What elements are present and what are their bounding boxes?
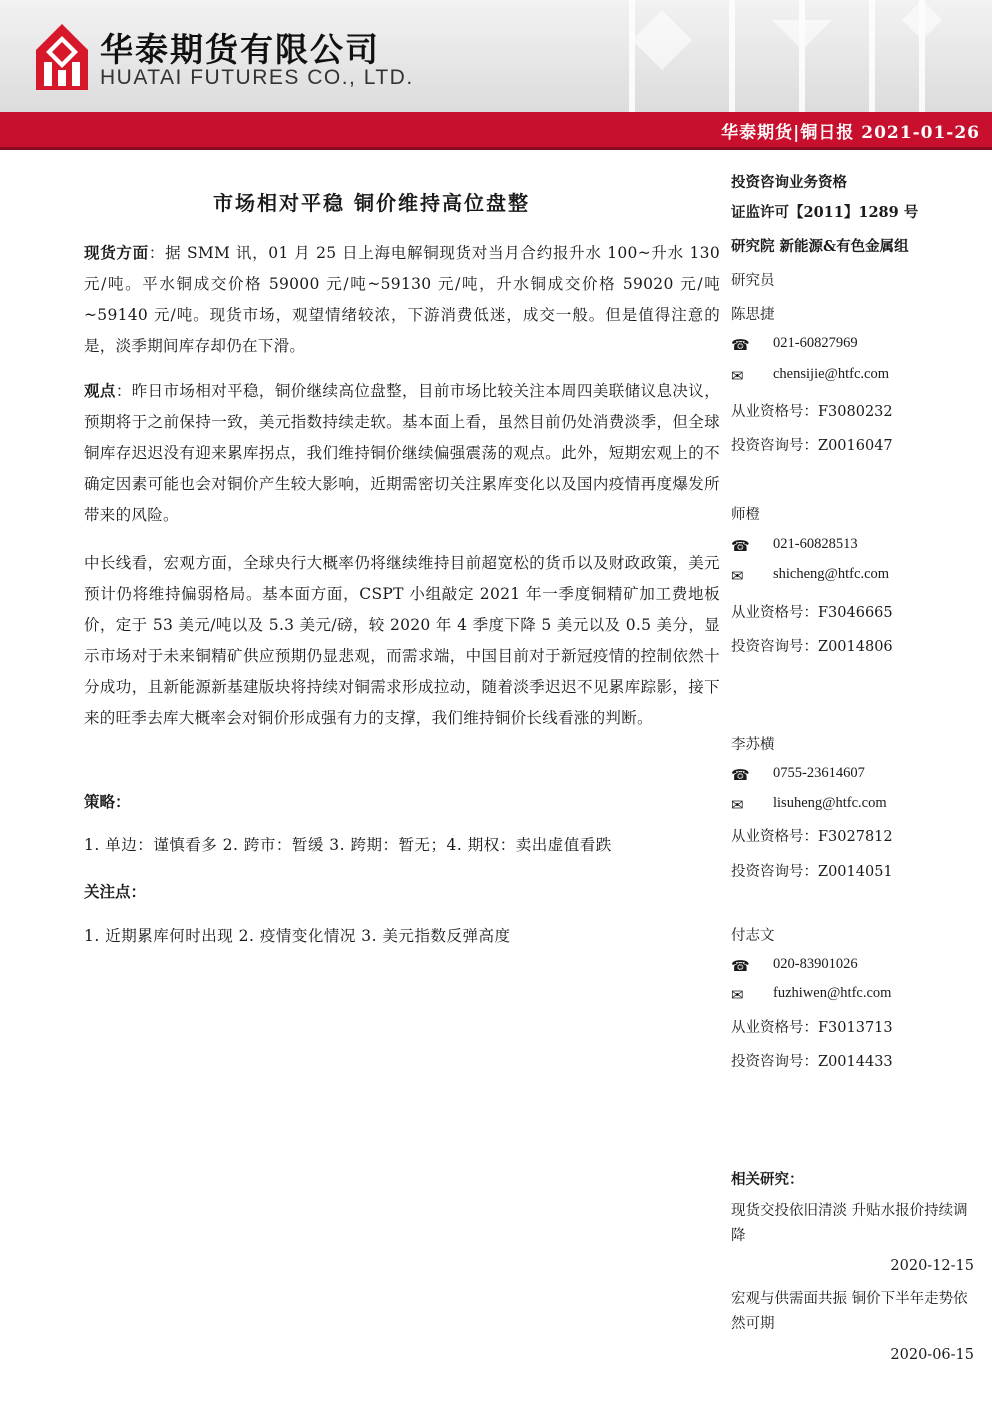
article-title: 市场相对平稳 铜价维持高位盘整 [213,191,530,215]
analyst-advisory-id: 投资咨询号：Z0014433 [731,1054,893,1070]
analyst-name: 师橙 [731,507,760,523]
envelope-icon: ✉ [731,367,744,385]
company-logo-icon [34,22,90,92]
analyst-email[interactable]: shicheng@htfc.com [773,566,890,582]
analyst-practice-id: 从业资格号：F3013713 [731,1020,893,1036]
envelope-icon: ✉ [731,986,744,1004]
related-heading: 相关研究： [731,1171,804,1188]
phone-icon: ☎ [731,336,750,354]
view-label: 观点 [84,381,116,400]
phone-icon: ☎ [731,537,750,555]
company-name-cn: 华泰期货有限公司 [100,30,380,69]
report-tag: 华泰期货|铜日报 2021-01-26 [721,123,980,143]
related-item-date: 2020-06-15 [890,1347,974,1363]
analyst-phone: 021-60827969 [773,335,858,351]
license: 证监许可【2011】1289 号 [731,204,919,221]
spot-paragraph [84,237,720,362]
related-item-date: 2020-12-15 [890,1258,974,1274]
long-term-paragraph: 中长线看，宏观方面，全球央行大概率仍将继续维持目前超宽松的货币以及财政政策，美元预计仍将维持偏弱格局。基本面方面，CSPT 小组敲定 2021 年一季度铜精矿加工费地板价，定于 53 美元/吨以及 5.3 美元/磅，较 2020 年 4 季度下降 5 美元以及 0.5 美分，显示市场对于未来铜精矿供应预期仍显悲观，而需求端，中国目前对于新冠疫情的控制依然十分成功，且新能源新基建版块将持续对铜需求形成拉动，随着淡季迟迟不见累库踪影，接下来的旺季去库大概率会对铜价形成强有力的支撑，我们维持铜价长线看涨的判断。 [84,554,720,727]
analyst-phone: 021-60828513 [773,536,858,552]
phone-icon: ☎ [731,766,750,784]
analyst-email[interactable]: fuzhiwen@htfc.com [773,985,892,1001]
analyst-phone: 0755-23614607 [773,765,865,781]
analyst-name: 付志文 [731,928,775,944]
view-text: ：昨日市场相对平稳，铜价继续高位盘整，目前市场比较关注本周四美联储议息决议，预期将于之前保持一致，美元指数持续走软。基本面上看，虽然目前仍处消费淡季，但全球铜库存迟迟没有迎来累库拐点，我们维持铜价继续偏强震荡的观点。此外，短期宏观上的不确定因素可能也会对铜价产生较大影响，近期需密切关注累库变化以及国内疫情再度爆发所带来的风险。 [84,382,720,524]
analyst-advisory-id: 投资咨询号：Z0016047 [731,438,893,454]
analyst-practice-id: 从业资格号：F3046665 [731,605,893,621]
analyst-practice-id: 从业资格号：F3027812 [731,829,893,845]
qualification: 投资咨询业务资格 [731,174,847,191]
institute: 研究院 新能源&有色金属组 [731,238,909,255]
view-paragraph [84,375,720,531]
envelope-icon: ✉ [731,567,744,585]
role: 研究员 [731,273,775,289]
analyst-phone: 020-83901026 [773,956,858,972]
company-name-en: HUATAI FUTURES CO., LTD. [100,66,414,89]
phone-icon: ☎ [731,957,750,975]
related-item-title[interactable]: 宏观与供需面共振 铜价下半年走势依然可期 [731,1291,968,1332]
page-header [0,0,992,112]
analyst-advisory-id: 投资咨询号：Z0014806 [731,639,893,655]
focus-heading: 关注点： [84,882,147,901]
analyst-email[interactable]: chensijie@htfc.com [773,366,890,382]
analyst-advisory-id: 投资咨询号：Z0014051 [731,864,893,880]
spot-label: 现货方面 [84,243,149,262]
strategy-heading: 策略： [84,792,131,811]
envelope-icon: ✉ [731,796,744,814]
related-item-title[interactable]: 现货交投依旧清淡 升贴水报价持续调降 [731,1203,968,1244]
focus-text: 1. 近期累库何时出现 2. 疫情变化情况 3. 美元指数反弹高度 [84,927,511,945]
analyst-name: 陈思捷 [731,307,775,323]
spot-text: ：据 SMM 讯，01 月 25 日上海电解铜现货对当月合约报升水 100~升水 130 元/吨。平水铜成交价格 59000 元/吨~59130 元/吨，升水铜成交价格 59020 元/吨~59140 元/吨。现货市场，观望情绪较浓，下游消费低迷，成交一般。但是值得注意的是，淡季期间库存却仍在下滑。 [84,244,720,355]
header-decoration [572,0,992,112]
analyst-practice-id: 从业资格号：F3080232 [731,404,893,420]
analyst-name: 李苏横 [731,737,775,753]
analyst-email[interactable]: lisuheng@htfc.com [773,795,887,811]
strategy-text: 1. 单边：谨慎看多 2. 跨市：暂缓 3. 跨期：暂无；4. 期权：卖出虚值看跌 [84,836,612,854]
